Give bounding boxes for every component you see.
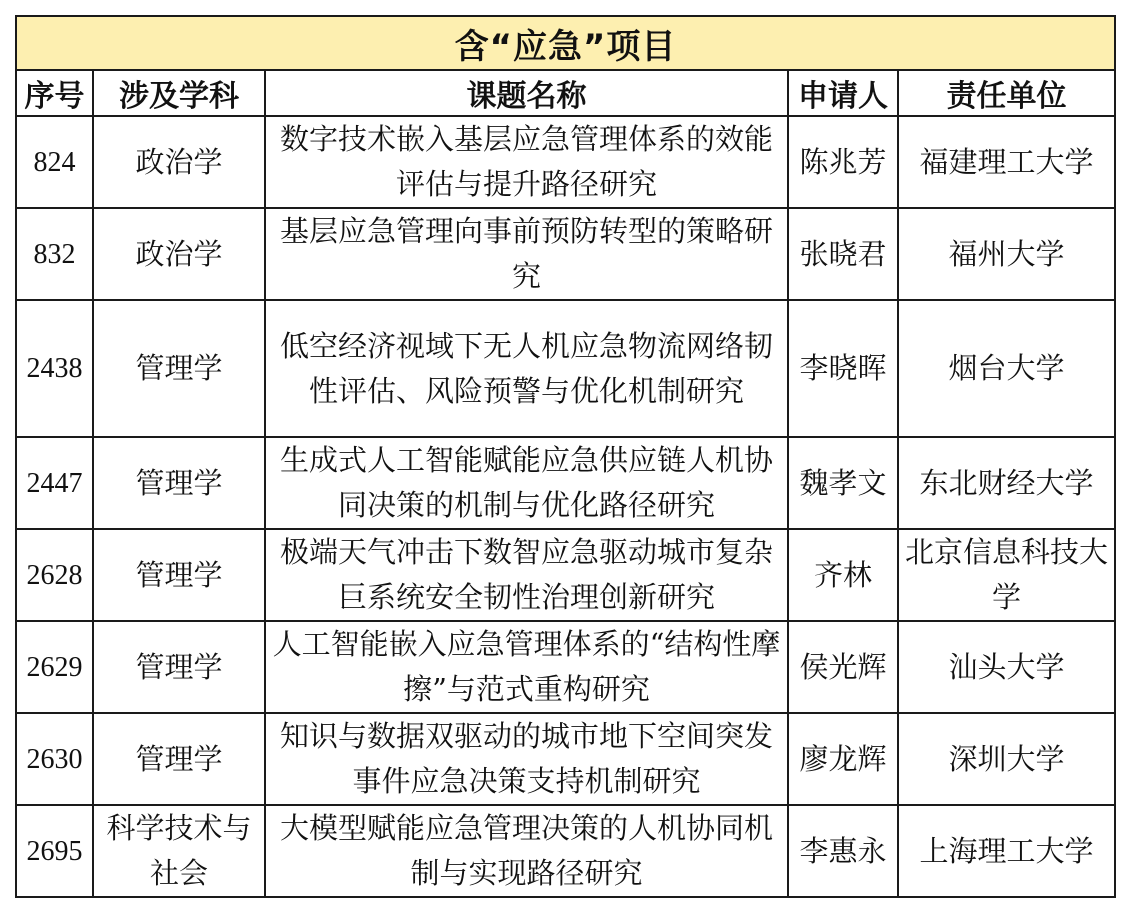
- cell-applicant: 廖龙辉: [788, 713, 898, 805]
- cell-subject: 政治学: [93, 208, 265, 300]
- cell-unit: 深圳大学: [898, 713, 1115, 805]
- header-index: 序号: [16, 70, 93, 116]
- cell-applicant: 魏孝文: [788, 437, 898, 529]
- table-title-row: [16, 16, 1115, 70]
- cell-topic: 大模型赋能应急管理决策的人机协同机制与实现路径研究: [265, 805, 788, 897]
- cell-index: 2447: [16, 437, 93, 529]
- cell-subject: 管理学: [93, 300, 265, 437]
- cell-subject: 政治学: [93, 116, 265, 208]
- cell-applicant: 陈兆芳: [788, 116, 898, 208]
- cell-topic: 低空经济视域下无人机应急物流网络韧性评估、风险预警与优化机制研究: [265, 300, 788, 437]
- table-row: [16, 713, 1115, 805]
- cell-topic: 生成式人工智能赋能应急供应链人机协同决策的机制与优化路径研究: [265, 437, 788, 529]
- cell-subject: 管理学: [93, 621, 265, 713]
- table-row: [16, 805, 1115, 897]
- project-table-container: [15, 15, 1114, 898]
- cell-applicant: 李晓晖: [788, 300, 898, 437]
- cell-topic: 数字技术嵌入基层应急管理体系的效能评估与提升路径研究: [265, 116, 788, 208]
- cell-applicant: 侯光辉: [788, 621, 898, 713]
- cell-topic: 知识与数据双驱动的城市地下空间突发事件应急决策支持机制研究: [265, 713, 788, 805]
- cell-index: 2438: [16, 300, 93, 437]
- cell-topic: 基层应急管理向事前预防转型的策略研究: [265, 208, 788, 300]
- header-unit: 责任单位: [898, 70, 1115, 116]
- cell-index: 2628: [16, 529, 93, 621]
- cell-unit: 福建理工大学: [898, 116, 1115, 208]
- table-row: [16, 300, 1115, 437]
- cell-topic: 人工智能嵌入应急管理体系的“结构性摩擦”与范式重构研究: [265, 621, 788, 713]
- cell-index: 2695: [16, 805, 93, 897]
- header-applicant: 申请人: [788, 70, 898, 116]
- table-header-row: [16, 70, 1115, 116]
- cell-unit: 烟台大学: [898, 300, 1115, 437]
- cell-index: 832: [16, 208, 93, 300]
- cell-subject: 科学技术与社会: [93, 805, 265, 897]
- cell-subject: 管理学: [93, 529, 265, 621]
- cell-subject: 管理学: [93, 713, 265, 805]
- table-row: [16, 208, 1115, 300]
- cell-unit: 福州大学: [898, 208, 1115, 300]
- cell-applicant: 张晓君: [788, 208, 898, 300]
- project-table: [15, 15, 1116, 898]
- table-row: [16, 529, 1115, 621]
- cell-index: 824: [16, 116, 93, 208]
- cell-unit: 上海理工大学: [898, 805, 1115, 897]
- cell-subject: 管理学: [93, 437, 265, 529]
- table-row: [16, 437, 1115, 529]
- table-row: [16, 621, 1115, 713]
- cell-unit: 北京信息科技大学: [898, 529, 1115, 621]
- cell-index: 2630: [16, 713, 93, 805]
- header-subject: 涉及学科: [93, 70, 265, 116]
- cell-topic: 极端天气冲击下数智应急驱动城市复杂巨系统安全韧性治理创新研究: [265, 529, 788, 621]
- table-title: 含“应急”项目: [16, 16, 1115, 70]
- cell-applicant: 齐林: [788, 529, 898, 621]
- cell-applicant: 李惠永: [788, 805, 898, 897]
- cell-unit: 东北财经大学: [898, 437, 1115, 529]
- cell-unit: 汕头大学: [898, 621, 1115, 713]
- header-topic: 课题名称: [265, 70, 788, 116]
- table-row: [16, 116, 1115, 208]
- cell-index: 2629: [16, 621, 93, 713]
